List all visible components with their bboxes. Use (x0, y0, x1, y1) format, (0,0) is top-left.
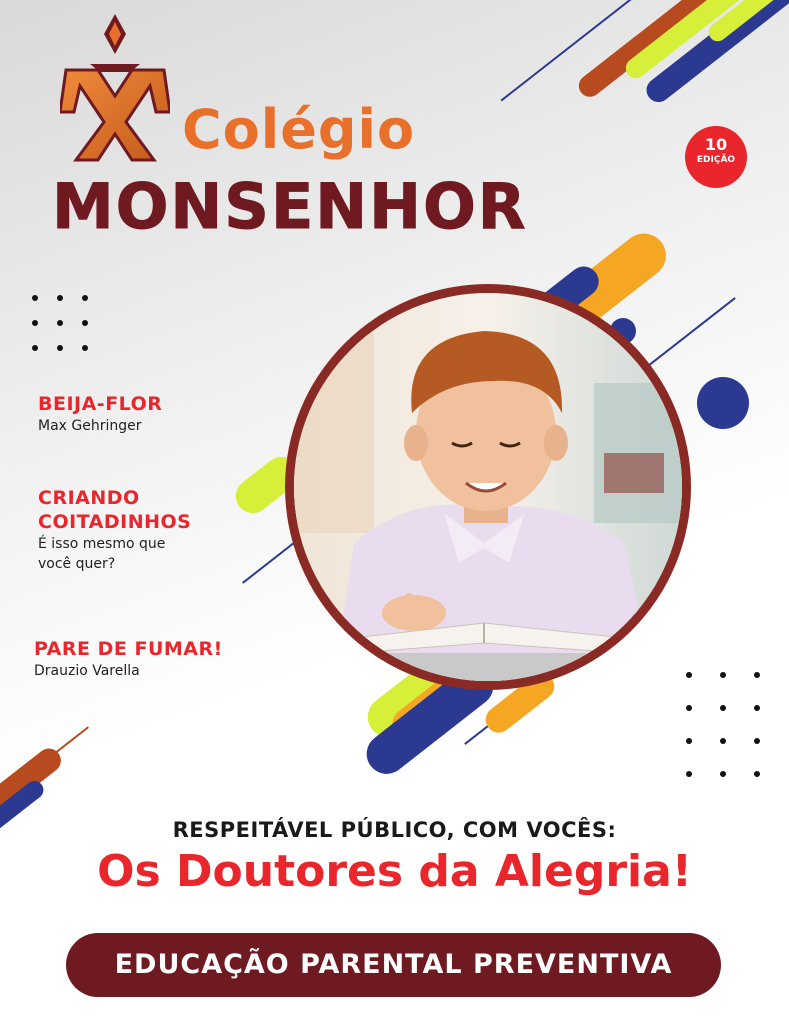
brand-name-line2: MONSENHOR (52, 170, 528, 243)
feature-tagline: RESPEITÁVEL PÚBLICO, COM VOCÊS: (172, 818, 617, 842)
article-subtitle: É isso mesmo que (38, 536, 166, 552)
brand-name-line1: Colégio (182, 98, 416, 161)
article-2[interactable] (38, 486, 191, 574)
article-subtitle: Max Gehringer (38, 418, 142, 434)
edition-label: EDIÇÃO (696, 155, 736, 165)
article-subtitle: Drauzio Varella (34, 663, 140, 679)
article-title: PARE DE FUMAR! (34, 638, 223, 660)
boy-reading-illustration (294, 293, 682, 681)
article-3[interactable] (34, 637, 223, 681)
cover-photo (294, 293, 682, 681)
decor-dots (686, 672, 761, 777)
feature-title[interactable]: Os Doutores da Alegria! (97, 846, 692, 897)
decor-dots (32, 295, 89, 351)
edition-number: 10 (704, 135, 728, 154)
article-title: COITADINHOS (38, 511, 192, 533)
bottom-banner[interactable]: EDUCAÇÃO PARENTAL PREVENTIVA (66, 933, 721, 997)
edition-badge (685, 126, 747, 188)
decor-line (1, 726, 89, 795)
brand-logo-icon (60, 12, 170, 162)
decor-circle (697, 377, 749, 429)
article-title: CRIANDO (38, 487, 140, 509)
article-1[interactable] (38, 392, 162, 436)
article-subtitle: você quer? (38, 556, 116, 572)
article-title: BEIJA-FLOR (38, 393, 163, 415)
